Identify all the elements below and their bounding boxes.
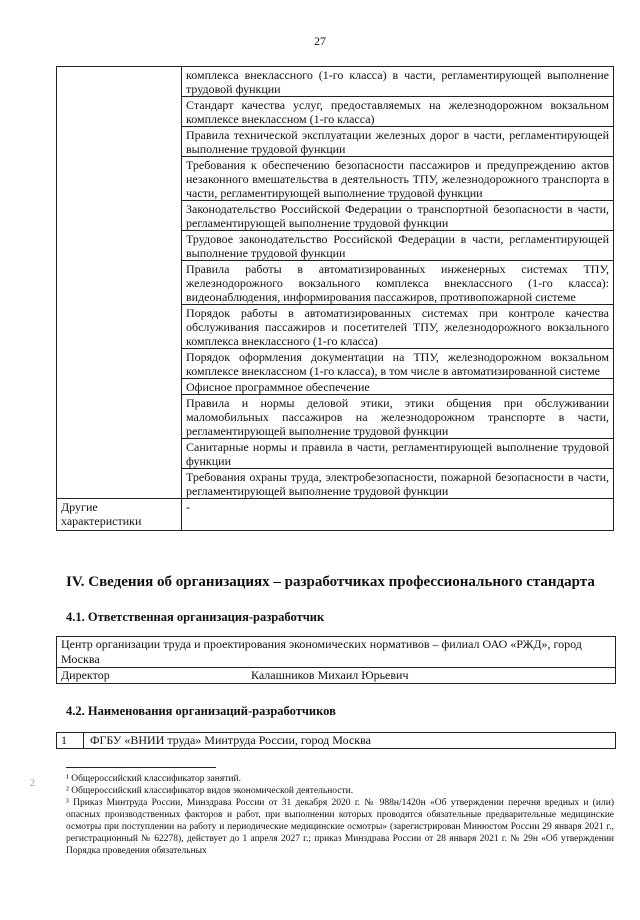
footnote: ³ Приказ Минтруда России, Минздрава России от 31 декабря 2020 г. № 988н/1420н «Об утверждении перечня вредных и (или) опасных производственных факторов и работ, при выполнении которых проводятся обязательные предварительные медицинские осмотры при поступлении на работу и периодические медицинские осмотры» (зарегистрирован Минюстом России 29 января 2021 г., регистрационный № 62278), действует до 1 апреля 2027 г.; приказ Минздрава России от 28 января 2021 г. № 29н «Об утверждении Порядка проведения обязательных	[66, 798, 614, 856]
footnote: ¹ Общероссийский классификатор занятий.	[66, 774, 241, 784]
requirement-text: Трудовое законодательство Российской Федерации в части, регламентирующей выполнение трудовой функции	[182, 231, 614, 261]
requirement-text: Порядок работы в автоматизированных системах при контроле качества обслуживания пассажиров и посетителей ТПУ, железнодорожного вокзального комплекса внеклассного (1-го класса)	[182, 305, 614, 349]
footnote: ² Общероссийский классификатор видов экономической деятельности.	[66, 786, 354, 796]
subsection-4-2-title: 4.2. Наименования организаций-разработчиков	[66, 704, 336, 718]
footnotes	[66, 773, 614, 857]
requirement-text: Санитарные нормы и правила в части, регламентирующей выполнение трудовой функции	[182, 439, 614, 469]
org-head-person: Калашников Михаил Юрьевич	[251, 668, 409, 682]
developer-org-number: 1	[57, 733, 84, 748]
table-row	[57, 499, 614, 531]
requirement-text: Правила и нормы деловой этики, этики общения при обслуживании маломобильных пассажиров на железнодорожном транспорте в части, регламентирующей выполнение трудовой функции	[182, 395, 614, 439]
subsection-4-1-title: 4.1. Ответственная организация-разработчик	[66, 610, 325, 624]
requirement-text: Порядок оформления документации на ТПУ, железнодорожном вокзальном комплексе внеклассном (1-го класса), в том числе в автоматизированной системе	[182, 349, 614, 379]
requirements-table	[56, 66, 614, 531]
footnote-divider	[66, 767, 216, 768]
table-row	[57, 67, 614, 97]
other-characteristics-label: Другие характеристики	[57, 499, 182, 531]
responsible-org-box	[56, 636, 616, 684]
requirement-text: Офисное программное обеспечение	[182, 379, 614, 395]
page-number: 27	[314, 34, 326, 48]
continued-category-cell	[57, 67, 182, 499]
requirement-text: Правила технической эксплуатации железных дорог в части, регламентирующей выполнение трудовой функции	[182, 127, 614, 157]
developer-org-row	[56, 732, 616, 749]
requirement-text: Законодательство Российской Федерации о транспортной безопасности в части, регламентирующей выполнение трудовой функции	[182, 201, 614, 231]
margin-mark: 2	[30, 778, 35, 789]
requirement-text: комплекса внеклассного (1-го класса) в части, регламентирующей выполнение трудовой функции	[182, 67, 614, 97]
responsible-org-name: Центр организации труда и проектирования экономических нормативов – филиал ОАО «РЖД», город Москва	[57, 637, 615, 668]
org-head-role: Директор	[61, 668, 110, 682]
other-characteristics-value: -	[182, 499, 614, 531]
requirement-text: Требования к обеспечению безопасности пассажиров и предупреждению актов незаконного вмешательства в деятельность ТПУ, железнодорожного транспорта в части, регламентирующей выполнение трудовой функции	[182, 157, 614, 201]
org-head-row	[57, 668, 615, 683]
requirement-text: Требования охраны труда, электробезопасности, пожарной безопасности в части, регламентирующей выполнение трудовой функции	[182, 469, 614, 499]
developer-org-name: ФГБУ «ВНИИ труда» Минтруда России, город Москва	[90, 733, 371, 747]
requirement-text: Стандарт качества услуг, предоставляемых на железнодорожном вокзальном комплексе внеклассном (1-го класса)	[182, 97, 614, 127]
requirement-text: Правила работы в автоматизированных инженерных системах ТПУ, железнодорожного вокзального комплекса внеклассного (1-го класса): видеонаблюдения, информирования пассажиров, противопожарной системе	[182, 261, 614, 305]
section-4-title: IV. Сведения об организациях – разработчиках профессионального стандарта	[66, 574, 595, 590]
